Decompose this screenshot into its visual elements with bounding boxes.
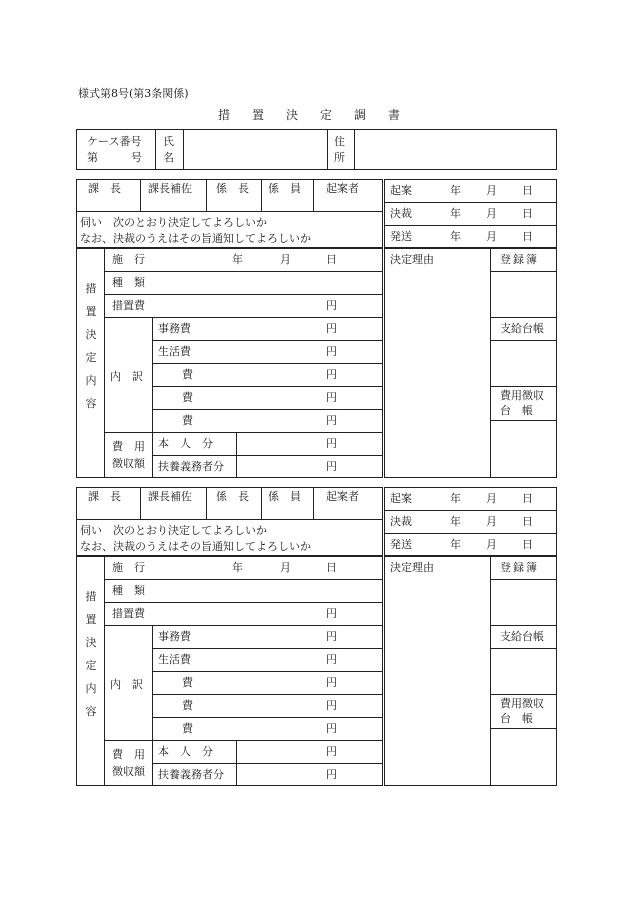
approver-staff: 係 員 (268, 182, 301, 195)
name-label-2: 名 (163, 151, 174, 164)
breakdown-label: 内 訳 (110, 370, 143, 383)
collection-label-2: 徴収額 (112, 765, 145, 778)
fee-ledger-label-1: 費用徴収 (500, 697, 544, 710)
approver-chief: 係 長 (216, 490, 249, 503)
register-label: 登録簿 (500, 561, 539, 574)
support-share-label: 扶養義務者分 (158, 768, 224, 781)
register-label: 登録簿 (500, 253, 539, 266)
date-year-label: 年 (450, 207, 461, 220)
yen-label: 円 (326, 745, 337, 758)
breakdown-label: 内 訳 (110, 678, 143, 691)
date-year-label: 年 (450, 230, 461, 243)
reason-label: 決定理由 (390, 561, 434, 574)
cost-item-label: 費 (182, 722, 193, 735)
yen-label: 円 (326, 630, 337, 643)
yen-label: 円 (326, 653, 337, 666)
self-share-label: 本 人 分 (158, 437, 213, 450)
approver-staff: 係 員 (268, 490, 301, 503)
decision-block-2 (0, 487, 630, 786)
impl-year-label: 年 (232, 253, 243, 266)
impl-day-label: 日 (326, 561, 337, 574)
date-day-label: 日 (522, 515, 533, 528)
date-year-label: 年 (450, 515, 461, 528)
inquiry-line-2: なお、決裁のうえはその旨通知してよろしいか (80, 232, 311, 245)
approver-manager: 課 長 (88, 182, 121, 195)
ledger-label: 支給台帳 (500, 322, 544, 335)
date-draft-label: 起案 (390, 184, 412, 197)
office-cost-label: 事務費 (158, 630, 191, 643)
date-month-label: 月 (486, 207, 497, 220)
inquiry-line-1: 伺い 次のとおり決定してよろしいか (80, 524, 267, 537)
cost-item-label: 費 (182, 699, 193, 712)
cost-item-label: 費 (182, 676, 193, 689)
form-number-label: 様式第8号(第3条関係) (78, 87, 189, 100)
office-cost-label: 事務費 (158, 322, 191, 335)
inquiry-line-2: なお、決裁のうえはその旨通知してよろしいか (80, 540, 311, 553)
date-month-label: 月 (486, 538, 497, 551)
page-title: 措置決定調書 (218, 108, 423, 122)
collection-label-1: 費 用 (112, 440, 145, 453)
section-label-vertical: 措 置 決 定 内 容 (85, 282, 97, 410)
impl-month-label: 月 (280, 561, 291, 574)
approver-deputy: 課長補佐 (148, 490, 192, 503)
date-day-label: 日 (522, 230, 533, 243)
approver-drafter: 起案者 (326, 490, 359, 503)
date-month-label: 月 (486, 515, 497, 528)
date-approval-label: 決裁 (390, 207, 412, 220)
date-send-label: 発送 (390, 538, 412, 551)
support-share-label: 扶養義務者分 (158, 460, 224, 473)
yen-label: 円 (326, 722, 337, 735)
impl-year-label: 年 (232, 561, 243, 574)
cost-item-label: 費 (182, 368, 193, 381)
date-draft-label: 起案 (390, 492, 412, 505)
date-year-label: 年 (450, 492, 461, 505)
type-label: 種 類 (112, 276, 145, 289)
approver-manager: 課 長 (88, 490, 121, 503)
living-cost-label: 生活費 (158, 345, 191, 358)
approver-deputy: 課長補佐 (148, 182, 192, 195)
yen-label: 円 (326, 437, 337, 450)
date-year-label: 年 (450, 184, 461, 197)
cost-item-label: 費 (182, 391, 193, 404)
address-label-2: 所 (334, 151, 345, 164)
yen-label: 円 (326, 368, 337, 381)
implementation-label: 施 行 (112, 561, 145, 574)
cost-label: 措置費 (112, 299, 145, 312)
date-year-label: 年 (450, 538, 461, 551)
yen-label: 円 (326, 322, 337, 335)
collection-label-2: 徴収額 (112, 457, 145, 470)
fee-ledger-label-2: 台 帳 (500, 712, 533, 725)
fee-ledger-label-2: 台 帳 (500, 404, 533, 417)
date-approval-label: 決裁 (390, 515, 412, 528)
yen-label: 円 (326, 391, 337, 404)
date-day-label: 日 (522, 184, 533, 197)
yen-label: 円 (326, 699, 337, 712)
yen-label: 円 (326, 676, 337, 689)
date-day-label: 日 (522, 207, 533, 220)
date-send-label: 発送 (390, 230, 412, 243)
living-cost-label: 生活費 (158, 653, 191, 666)
cost-item-label: 費 (182, 414, 193, 427)
inquiry-line-1: 伺い 次のとおり決定してよろしいか (80, 216, 267, 229)
impl-day-label: 日 (326, 253, 337, 266)
date-month-label: 月 (486, 184, 497, 197)
impl-month-label: 月 (280, 253, 291, 266)
yen-label: 円 (326, 768, 337, 781)
section-label-vertical: 措 置 決 定 内 容 (85, 590, 97, 718)
date-day-label: 日 (522, 492, 533, 505)
cost-label: 措置費 (112, 607, 145, 620)
yen-label: 円 (326, 607, 337, 620)
date-month-label: 月 (486, 230, 497, 243)
decision-block (0, 179, 630, 478)
yen-label: 円 (326, 299, 337, 312)
collection-label-1: 費 用 (112, 748, 145, 761)
case-number-prefix: 第 号 (87, 151, 142, 164)
yen-label: 円 (326, 460, 337, 473)
self-share-label: 本 人 分 (158, 745, 213, 758)
fee-ledger-label-1: 費用徴収 (500, 389, 544, 402)
reason-label: 決定理由 (390, 253, 434, 266)
approver-chief: 係 長 (216, 182, 249, 195)
implementation-label: 施 行 (112, 253, 145, 266)
name-label: 氏 (163, 135, 174, 148)
address-label: 住 (334, 135, 345, 148)
type-label: 種 類 (112, 584, 145, 597)
date-day-label: 日 (522, 538, 533, 551)
date-month-label: 月 (486, 492, 497, 505)
ledger-label: 支給台帳 (500, 630, 544, 643)
yen-label: 円 (326, 345, 337, 358)
yen-label: 円 (326, 414, 337, 427)
case-number-label: ケース番号 (87, 135, 142, 148)
approver-drafter: 起案者 (326, 182, 359, 195)
